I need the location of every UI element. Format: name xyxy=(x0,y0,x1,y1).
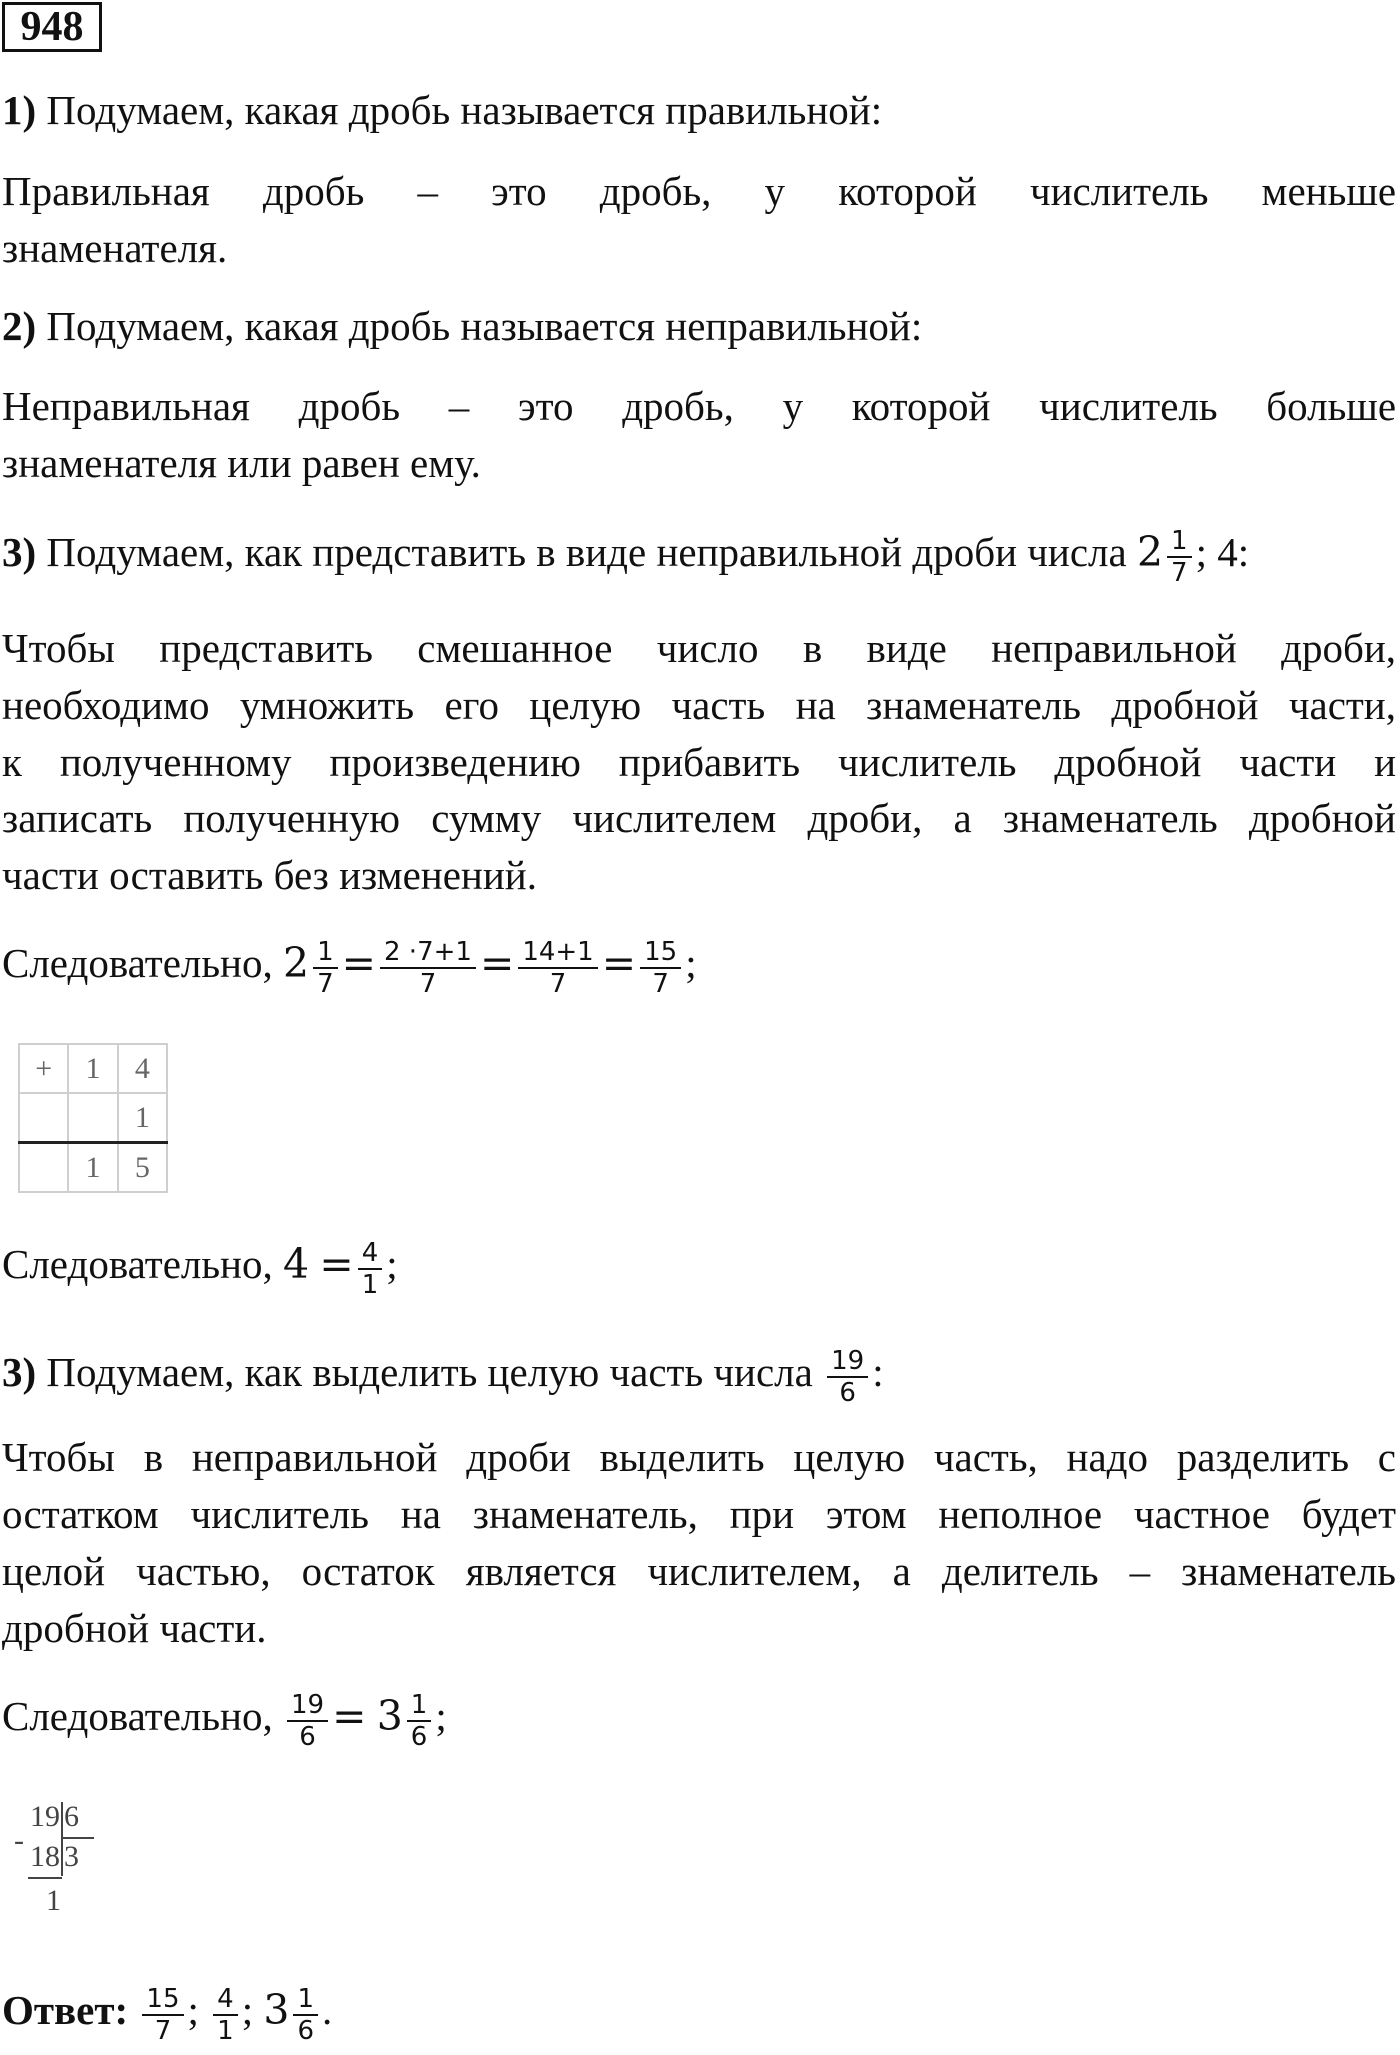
section-1-heading xyxy=(2,82,1396,139)
section-number: 3) xyxy=(2,529,37,575)
fraction: $\frac{1}{7}$ xyxy=(1167,527,1192,587)
calc-label: Следовательно, xyxy=(2,1693,283,1739)
fraction: $\frac{19}{6}$ xyxy=(287,1691,328,1751)
division-lines xyxy=(14,1800,104,1925)
mixed-whole: 2 xyxy=(1136,528,1164,576)
s3-body-line-4: записать полученную сумму числителем дроби, а знаменатель дробной xyxy=(2,795,1396,841)
s3-body-line-1: Чтобы представить смешанное число в виде неправильной дроби, xyxy=(2,625,1397,671)
subtrahend: 18 xyxy=(30,1840,60,1873)
s4-body-line-2: остатком числитель на знаменатель, при этом неполное частное будет xyxy=(2,1491,1396,1537)
s4-body-line-3: целой частью, остаток является числителем, а делитель – знаменатель xyxy=(2,1548,1396,1594)
fraction: $\frac{15}{7}$ xyxy=(640,938,681,998)
quotient: 3 xyxy=(64,1840,79,1873)
column-addition: + 1 4 1 1 5 xyxy=(18,1043,168,1191)
minus-sign: - xyxy=(14,1824,24,1857)
fraction: $\frac{1}{7}$ xyxy=(313,938,338,998)
remainder: 1 xyxy=(46,1884,61,1917)
heading-tail: ; 4: xyxy=(1195,529,1250,575)
divisor: 6 xyxy=(64,1800,79,1833)
s2-body-line-1: Неправильная дробь – это дробь, у которой числитель больше xyxy=(2,383,1397,429)
section-number: 3) xyxy=(2,1349,37,1395)
calc-integer-to-fraction: Следовательно, 4 = $\frac{4}{1}$ ; xyxy=(2,1237,398,1300)
s1-body-line-2: знаменателя. xyxy=(2,225,228,271)
s1-body-line-1: Правильная дробь – это дробь, у которой числитель меньше xyxy=(2,168,1397,214)
section-heading-text: Подумаем, как выделить целую часть числа xyxy=(36,1349,824,1395)
section-3-heading xyxy=(2,524,1396,587)
long-division xyxy=(14,1800,104,1925)
fraction: $\frac{1}{6}$ xyxy=(407,1691,432,1751)
calc-label: Следовательно, xyxy=(2,940,283,986)
section-heading-text: Подумаем, какая дробь называется неправильной: xyxy=(36,303,923,349)
section-4-heading: 3) Подумаем, как выделить целую часть числа $\frac{19}{6}$ : xyxy=(2,1345,884,1408)
section-heading-text: Подумаем, какая дробь называется правильной: xyxy=(36,87,883,133)
section-heading-text: Подумаем, как представить в виде неправильной дроби числа xyxy=(36,529,1137,575)
section-2-heading xyxy=(2,298,1396,355)
answer-label: Ответ: xyxy=(2,1987,129,2033)
fraction: $\frac{1}{6}$ xyxy=(293,1985,318,2045)
s2-body-line-2: знаменателя или равен ему. xyxy=(2,440,481,486)
s3-body-line-5: части оставить без изменений. xyxy=(2,852,538,898)
s3-body-line-2: необходимо умножить его целую часть на знаменатель дробной части, xyxy=(2,682,1396,728)
s3-body-line-3: к полученному произведению прибавить числитель дробной части и xyxy=(2,739,1397,785)
fraction: $\frac{4}{1}$ xyxy=(213,1985,238,2045)
calc-label: Следовательно, xyxy=(2,1241,283,1287)
s4-body-line-4: дробной части. xyxy=(2,1605,267,1651)
dividend: 19 xyxy=(30,1800,60,1833)
task-number: 948 xyxy=(2,2,102,52)
fraction: $\frac{19}{6}$ xyxy=(827,1347,868,1407)
s4-body-line-1: Чтобы в неправильной дроби выделить целую часть, надо разделить с xyxy=(2,1434,1396,1480)
calc-mixed-to-improper: Следовательно, 2 $\frac{1}{7}$ = $\frac{2 \cdot 7+1}{7}$ = $\frac{14+1}{7}$ = $\frac{15}{7}$ ; xyxy=(2,936,697,999)
section-number: 2) xyxy=(2,303,37,349)
fraction: $\frac{4}{1}$ xyxy=(358,1239,383,1299)
fraction: $\frac{14+1}{7}$ xyxy=(518,938,597,998)
answer-line: Ответ: $\frac{15}{7}$ ; $\frac{4}{1}$ ; 3 $\frac{1}{6}$ . xyxy=(2,1983,333,2046)
fraction: $\frac{15}{7}$ xyxy=(142,1985,183,2045)
calc-extract-whole: Следовательно, $\frac{19}{6}$ = 3 $\frac{1}{6}$ ; xyxy=(2,1689,447,1752)
section-number: 1) xyxy=(2,87,37,133)
fraction: $\frac{2 \cdot 7+1}{7}$ xyxy=(380,938,476,998)
